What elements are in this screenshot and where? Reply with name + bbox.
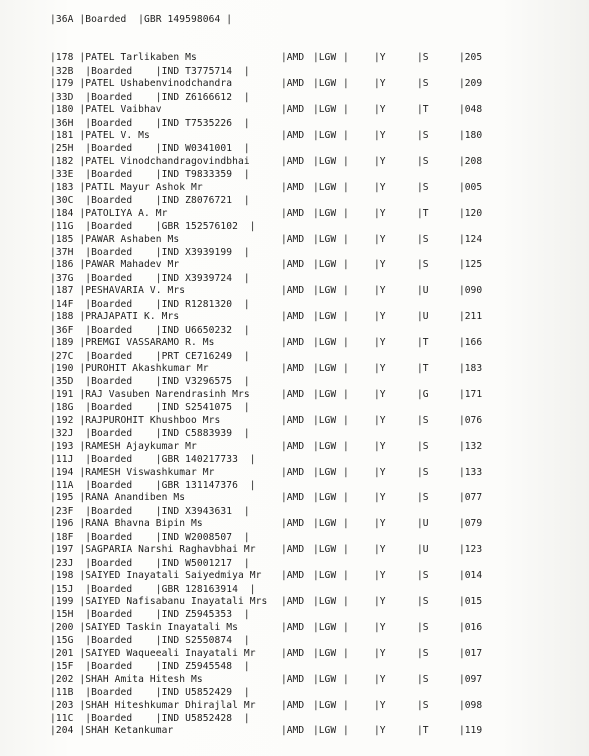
status-code: |S	[417, 233, 429, 245]
separator: |	[343, 52, 349, 64]
from-airport: |AMD	[281, 647, 305, 659]
separator: |	[343, 104, 349, 116]
separator: |	[343, 181, 349, 193]
to-airport: |LGW	[313, 518, 337, 530]
separator: |	[343, 492, 349, 504]
seat-document-line: |15J |Boarded |GBR 128163914 |	[50, 583, 256, 595]
from-airport: |AMD	[281, 518, 305, 530]
class-code: |Y	[374, 570, 386, 582]
separator: |	[343, 466, 349, 478]
class-code: |Y	[374, 104, 386, 116]
separator: |	[343, 259, 349, 271]
passenger-row	[0, 506, 589, 543]
status-code: |S	[417, 621, 429, 633]
status-code: |G	[417, 388, 429, 400]
class-code: |Y	[374, 466, 386, 478]
class-code: |Y	[374, 388, 386, 400]
passenger-name-line: |204 |SHAH Ketankumar	[50, 725, 174, 737]
class-code: |Y	[374, 311, 386, 323]
passenger-name-line: |190 |PUROHIT Akashkumar Mr	[50, 362, 209, 374]
passenger-row	[0, 376, 589, 414]
seat-document-line: |23F |Boarded |IND X3943631 |	[50, 505, 250, 517]
class-code: |Y	[374, 673, 386, 685]
sequence-number: |017	[459, 647, 483, 659]
to-airport: |LGW	[313, 466, 337, 478]
sequence-number: |098	[459, 699, 483, 711]
passenger-row	[0, 40, 589, 77]
separator: |	[343, 155, 349, 167]
status-code: |T	[417, 725, 429, 737]
passenger-row	[0, 609, 589, 647]
from-airport: |AMD	[281, 621, 305, 633]
passenger-row	[0, 532, 589, 569]
separator: |	[343, 78, 349, 90]
class-code: |Y	[374, 595, 386, 607]
passenger-name-line: |187 |PESHAVARIA V. Mrs	[50, 285, 186, 297]
passenger-row	[0, 195, 589, 233]
from-airport: |AMD	[281, 233, 305, 245]
from-airport: |AMD	[281, 699, 305, 711]
class-code: |Y	[374, 414, 386, 426]
status-code: |S	[417, 155, 429, 167]
from-airport: |AMD	[281, 362, 305, 374]
passenger-row	[0, 454, 589, 492]
passenger-name-line: |180 |PATEL Vaibhav	[50, 104, 162, 116]
sequence-number: |133	[459, 466, 483, 478]
seat-document-line: |15F |Boarded |IND Z5945548 |	[50, 661, 250, 673]
status-code: |S	[417, 129, 429, 141]
separator: |	[343, 699, 349, 711]
passenger-row	[0, 221, 589, 259]
class-code: |Y	[374, 78, 386, 90]
to-airport: |LGW	[313, 595, 337, 607]
status-code: |S	[417, 492, 429, 504]
from-airport: |AMD	[281, 259, 305, 271]
class-code: |Y	[374, 155, 386, 167]
status-code: |U	[417, 544, 429, 556]
passenger-name-line: |186 |PAWAR Mahadev Mr	[50, 259, 180, 271]
sequence-number: |097	[459, 673, 483, 685]
passenger-name-line: |182 |PATEL Vinodchandragovindbhai	[50, 155, 250, 167]
to-airport: |LGW	[313, 492, 337, 504]
passenger-name-line: |194 |RAMESH Viswashkumar Mr	[50, 466, 215, 478]
to-airport: |LGW	[313, 440, 337, 452]
separator: |	[343, 440, 349, 452]
class-code: |Y	[374, 440, 386, 452]
sequence-number: |048	[459, 104, 483, 116]
passenger-row	[0, 66, 589, 103]
separator: |	[343, 518, 349, 530]
class-code: |Y	[374, 725, 386, 737]
passenger-name-line: |191 |RAJ Vasuben Narendrasinh Mrs	[50, 388, 250, 400]
separator: |	[343, 647, 349, 659]
passenger-name-line: |203 |SHAH Hiteshkumar Dhirajlal Mr	[50, 699, 256, 711]
separator: |	[343, 129, 349, 141]
passenger-name-line: |202 |SHAH Amita Hitesh Ms	[50, 673, 203, 685]
from-airport: |AMD	[281, 311, 305, 323]
header-row	[0, 14, 589, 40]
seat-document-line: |35D |Boarded |IND V3296575 |	[50, 376, 250, 388]
from-airport: |AMD	[281, 129, 305, 141]
to-airport: |LGW	[313, 673, 337, 685]
passenger-name-line: |179 |PATEL Ushabenvinodchandra	[50, 78, 233, 90]
sequence-number: |209	[459, 78, 483, 90]
seat-document-line: |15H |Boarded |IND Z5945353 |	[50, 609, 250, 621]
separator: |	[343, 233, 349, 245]
seat-document-line: |14F |Boarded |IND R1281320 |	[50, 298, 250, 310]
seat-document-line: |23J |Boarded |IND W5001217 |	[50, 557, 250, 569]
passenger-row	[0, 480, 589, 517]
to-airport: |LGW	[313, 181, 337, 193]
class-code: |Y	[374, 544, 386, 556]
from-airport: |AMD	[281, 207, 305, 219]
passenger-row	[0, 687, 589, 725]
to-airport: |LGW	[313, 285, 337, 297]
separator: |	[343, 285, 349, 297]
seat-document-line: |11C |Boarded |IND U5852428 |	[50, 713, 250, 725]
status-code: |T	[417, 337, 429, 349]
to-airport: |LGW	[313, 207, 337, 219]
class-code: |Y	[374, 518, 386, 530]
from-airport: |AMD	[281, 414, 305, 426]
separator: |	[343, 414, 349, 426]
sequence-number: |077	[459, 492, 483, 504]
sequence-number: |005	[459, 181, 483, 193]
passenger-name-line: |201 |SAIYED Waqueeali Inayatali Mr	[50, 647, 256, 659]
to-airport: |LGW	[313, 362, 337, 374]
sequence-number: |123	[459, 544, 483, 556]
status-code: |T	[417, 207, 429, 219]
passenger-name-line: |188 |PRAJAPATI K. Mrs	[50, 311, 180, 323]
passenger-row	[0, 118, 589, 155]
to-airport: |LGW	[313, 233, 337, 245]
sequence-number: |211	[459, 311, 483, 323]
status-code: |S	[417, 699, 429, 711]
seat-document-line: |25H |Boarded |IND W0341001 |	[50, 143, 250, 155]
class-code: |Y	[374, 181, 386, 193]
sequence-number: |119	[459, 725, 483, 737]
seat-document-line: |33D |Boarded |IND Z6166612 |	[50, 91, 250, 103]
passenger-name-line: |184 |PATOLIYA A. Mr	[50, 207, 168, 219]
seat-document-line: |11B |Boarded |IND U5852429 |	[50, 687, 250, 699]
passenger-name-line: |195 |RANA Anandiben Ms	[50, 492, 186, 504]
separator: |	[343, 725, 349, 737]
to-airport: |LGW	[313, 52, 337, 64]
status-code: |S	[417, 181, 429, 193]
to-airport: |LGW	[313, 78, 337, 90]
seat-document-line: |18F |Boarded |IND W2008507 |	[50, 531, 250, 543]
seat-document-line: |36F |Boarded |IND U6650232 |	[50, 324, 250, 336]
from-airport: |AMD	[281, 181, 305, 193]
first-seat-line: |36A |Boarded |GBR 149598064 |	[50, 14, 233, 25]
passenger-row	[0, 428, 589, 466]
from-airport: |AMD	[281, 440, 305, 452]
sequence-number: |120	[459, 207, 483, 219]
class-code: |Y	[374, 337, 386, 349]
to-airport: |LGW	[313, 621, 337, 633]
to-airport: |LGW	[313, 725, 337, 737]
passenger-name-line: |196 |RANA Bhavna Bipin Ms	[50, 518, 203, 530]
status-code: |S	[417, 414, 429, 426]
from-airport: |AMD	[281, 155, 305, 167]
seat-document-line: |32B |Boarded |IND T3775714 |	[50, 65, 250, 77]
sequence-number: |016	[459, 621, 483, 633]
separator: |	[343, 595, 349, 607]
seat-document-line: |11J |Boarded |GBR 140217733 |	[50, 454, 256, 466]
sequence-number: |014	[459, 570, 483, 582]
sequence-number: |183	[459, 362, 483, 374]
passenger-row	[0, 661, 589, 699]
to-airport: |LGW	[313, 337, 337, 349]
sequence-number: |124	[459, 233, 483, 245]
passenger-row	[0, 351, 589, 388]
sequence-number: |015	[459, 595, 483, 607]
passenger-list	[0, 14, 589, 739]
passenger-name-line: |192 |RAJPUROHIT Khushboo Mrs	[50, 414, 221, 426]
from-airport: |AMD	[281, 285, 305, 297]
from-airport: |AMD	[281, 337, 305, 349]
class-code: |Y	[374, 362, 386, 374]
status-code: |U	[417, 518, 429, 530]
passenger-row	[0, 402, 589, 440]
sequence-number: |076	[459, 414, 483, 426]
seat-document-line: |11A |Boarded |GBR 131147376 |	[50, 480, 256, 492]
separator: |	[343, 621, 349, 633]
seat-document-line: |37G |Boarded |IND X3939724 |	[50, 272, 250, 284]
status-code: |S	[417, 595, 429, 607]
class-code: |Y	[374, 129, 386, 141]
passenger-name-line: |183 |PATIL Mayur Ashok Mr	[50, 181, 203, 193]
status-code: |U	[417, 285, 429, 297]
passenger-name-line: |199 |SAIYED Nafisabanu Inayatali Mrs	[50, 595, 268, 607]
passenger-row	[0, 273, 589, 310]
seat-document-line: |30C |Boarded |IND Z8076721 |	[50, 195, 250, 207]
separator: |	[343, 544, 349, 556]
passenger-row	[0, 169, 589, 207]
class-code: |Y	[374, 621, 386, 633]
status-code: |S	[417, 673, 429, 685]
from-airport: |AMD	[281, 544, 305, 556]
from-airport: |AMD	[281, 104, 305, 116]
seat-document-line: |32J |Boarded |IND C5883939 |	[50, 428, 250, 440]
passenger-name-line: |200 |SAIYED Taskin Inayatali Ms	[50, 621, 239, 633]
sequence-number: |171	[459, 388, 483, 400]
seat-document-line: |33E |Boarded |IND T9833359 |	[50, 169, 250, 181]
passenger-row	[0, 558, 589, 595]
separator: |	[343, 673, 349, 685]
seat-document-line: |37H |Boarded |IND X3939199 |	[50, 247, 250, 259]
seat-document-line: |11G |Boarded |GBR 152576102 |	[50, 221, 256, 233]
separator: |	[343, 570, 349, 582]
passenger-row	[0, 713, 589, 739]
sequence-number: |208	[459, 155, 483, 167]
to-airport: |LGW	[313, 311, 337, 323]
to-airport: |LGW	[313, 570, 337, 582]
from-airport: |AMD	[281, 673, 305, 685]
to-airport: |LGW	[313, 414, 337, 426]
from-airport: |AMD	[281, 52, 305, 64]
separator: |	[343, 362, 349, 374]
status-code: |T	[417, 104, 429, 116]
class-code: |Y	[374, 52, 386, 64]
status-code: |U	[417, 311, 429, 323]
status-code: |S	[417, 647, 429, 659]
status-code: |T	[417, 362, 429, 374]
passenger-name-line: |189 |PREMGI VASSARAMO R. Ms	[50, 337, 215, 349]
from-airport: |AMD	[281, 466, 305, 478]
status-code: |S	[417, 466, 429, 478]
separator: |	[343, 311, 349, 323]
from-airport: |AMD	[281, 492, 305, 504]
to-airport: |LGW	[313, 155, 337, 167]
class-code: |Y	[374, 285, 386, 297]
status-code: |S	[417, 52, 429, 64]
class-code: |Y	[374, 207, 386, 219]
separator: |	[343, 207, 349, 219]
class-code: |Y	[374, 233, 386, 245]
passenger-row	[0, 325, 589, 362]
passenger-name-line: |198 |SAIYED Inayatali Saiyedmiya Mr	[50, 570, 262, 582]
seat-document-line: |15G |Boarded |IND S2550874 |	[50, 635, 250, 647]
seat-document-line: |18G |Boarded |IND S2541075 |	[50, 402, 250, 414]
passenger-row	[0, 143, 589, 181]
passenger-name-line: |178 |PATEL Tarlikaben Ms	[50, 52, 197, 64]
passenger-name-line: |193 |RAMESH Ajaykumar Mr	[50, 440, 197, 452]
passenger-row	[0, 299, 589, 336]
sequence-number: |166	[459, 337, 483, 349]
to-airport: |LGW	[313, 647, 337, 659]
passenger-name-line: |197 |SAGPARIA Narshi Raghavbhai Mr	[50, 544, 256, 556]
passenger-row	[0, 92, 589, 129]
status-code: |S	[417, 570, 429, 582]
to-airport: |LGW	[313, 259, 337, 271]
to-airport: |LGW	[313, 699, 337, 711]
to-airport: |LGW	[313, 129, 337, 141]
separator: |	[343, 388, 349, 400]
to-airport: |LGW	[313, 104, 337, 116]
passenger-row	[0, 584, 589, 621]
status-code: |S	[417, 259, 429, 271]
class-code: |Y	[374, 699, 386, 711]
passenger-row	[0, 635, 589, 673]
sequence-number: |079	[459, 518, 483, 530]
class-code: |Y	[374, 492, 386, 504]
to-airport: |LGW	[313, 544, 337, 556]
sequence-number: |205	[459, 52, 483, 64]
class-code: |Y	[374, 647, 386, 659]
seat-document-line: |36H |Boarded |IND T7535226 |	[50, 117, 250, 129]
from-airport: |AMD	[281, 78, 305, 90]
class-code: |Y	[374, 259, 386, 271]
passenger-name-line: |185 |PAWAR Ashaben Ms	[50, 233, 180, 245]
to-airport: |LGW	[313, 388, 337, 400]
sequence-number: |132	[459, 440, 483, 452]
seat-document-line: |27C |Boarded |PRT CE716249 |	[50, 350, 250, 362]
separator: |	[343, 337, 349, 349]
sequence-number: |090	[459, 285, 483, 297]
sequence-number: |125	[459, 259, 483, 271]
sequence-number: |180	[459, 129, 483, 141]
from-airport: |AMD	[281, 570, 305, 582]
from-airport: |AMD	[281, 388, 305, 400]
passenger-name-line: |181 |PATEL V. Ms	[50, 129, 150, 141]
status-code: |S	[417, 440, 429, 452]
from-airport: |AMD	[281, 725, 305, 737]
from-airport: |AMD	[281, 595, 305, 607]
passenger-row	[0, 247, 589, 284]
status-code: |S	[417, 78, 429, 90]
